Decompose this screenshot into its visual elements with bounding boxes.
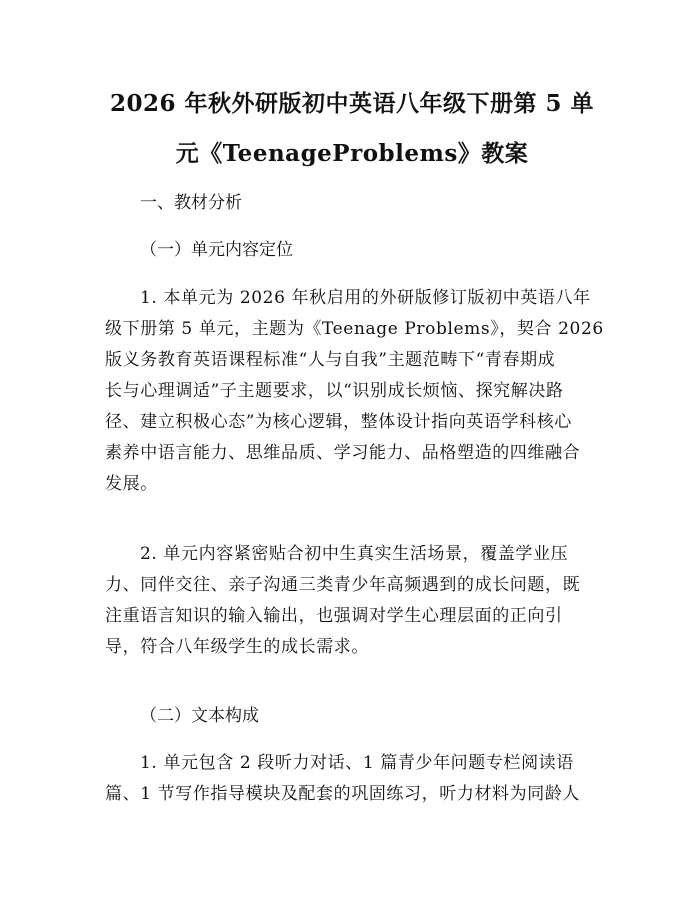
paragraph-line: 1. 本单元为 2026 年秋启用的外研版修订版初中英语八年 xyxy=(140,288,591,308)
section-heading-textbook-analysis: 一、教材分析 xyxy=(140,193,242,213)
paragraph-line: 1. 单元包含 2 段听力对话、1 篇青少年问题专栏阅读语 xyxy=(140,753,574,773)
title-line: 2026 年秋外研版初中英语八年级下册第 5 单 xyxy=(109,90,595,117)
subsection-heading-unit-positioning: （一）单元内容定位 xyxy=(140,240,293,260)
paragraph-text-composition-1 xyxy=(105,748,601,810)
title-line: 元《TeenageProblems》教案 xyxy=(175,140,529,167)
document-title xyxy=(96,79,608,179)
paragraph-line: 篇、1 节写作指导模块及配套的巩固练习，听力材料为同龄人 xyxy=(105,784,581,804)
paragraph-line: 版义务教育英语课程标准“人与自我”主题范畴下“青春期成 xyxy=(105,350,556,370)
subsection-heading-text-composition: （二）文本构成 xyxy=(140,706,259,726)
paragraph-line: 2. 单元内容紧密贴合初中生真实生活场景，覆盖学业压 xyxy=(140,544,569,564)
paragraph-line: 力、同伴交往、亲子沟通三类青少年高频遇到的成长问题，既 xyxy=(105,575,581,595)
paragraph-line: 发展。 xyxy=(105,474,158,494)
paragraph-unit-positioning-2 xyxy=(105,539,601,663)
paragraph-unit-positioning-1 xyxy=(105,283,604,500)
paragraph-line: 长与心理调适”子主题要求，以“识别成长烦恼、探究解决路 xyxy=(105,381,564,401)
paragraph-line: 素养中语言能力、思维品质、学习能力、品格塑造的四维融合 xyxy=(105,443,581,463)
paragraph-line: 径、建立积极心态”为核心逻辑，整体设计指向英语学科核心 xyxy=(105,412,572,432)
paragraph-line: 级下册第 5 单元，主题为《Teenage Problems》，契合 2026 xyxy=(105,319,604,339)
paragraph-line: 注重语言知识的输入输出，也强调对学生心理层面的正向引 xyxy=(105,606,563,626)
paragraph-line: 导，符合八年级学生的成长需求。 xyxy=(105,637,369,657)
